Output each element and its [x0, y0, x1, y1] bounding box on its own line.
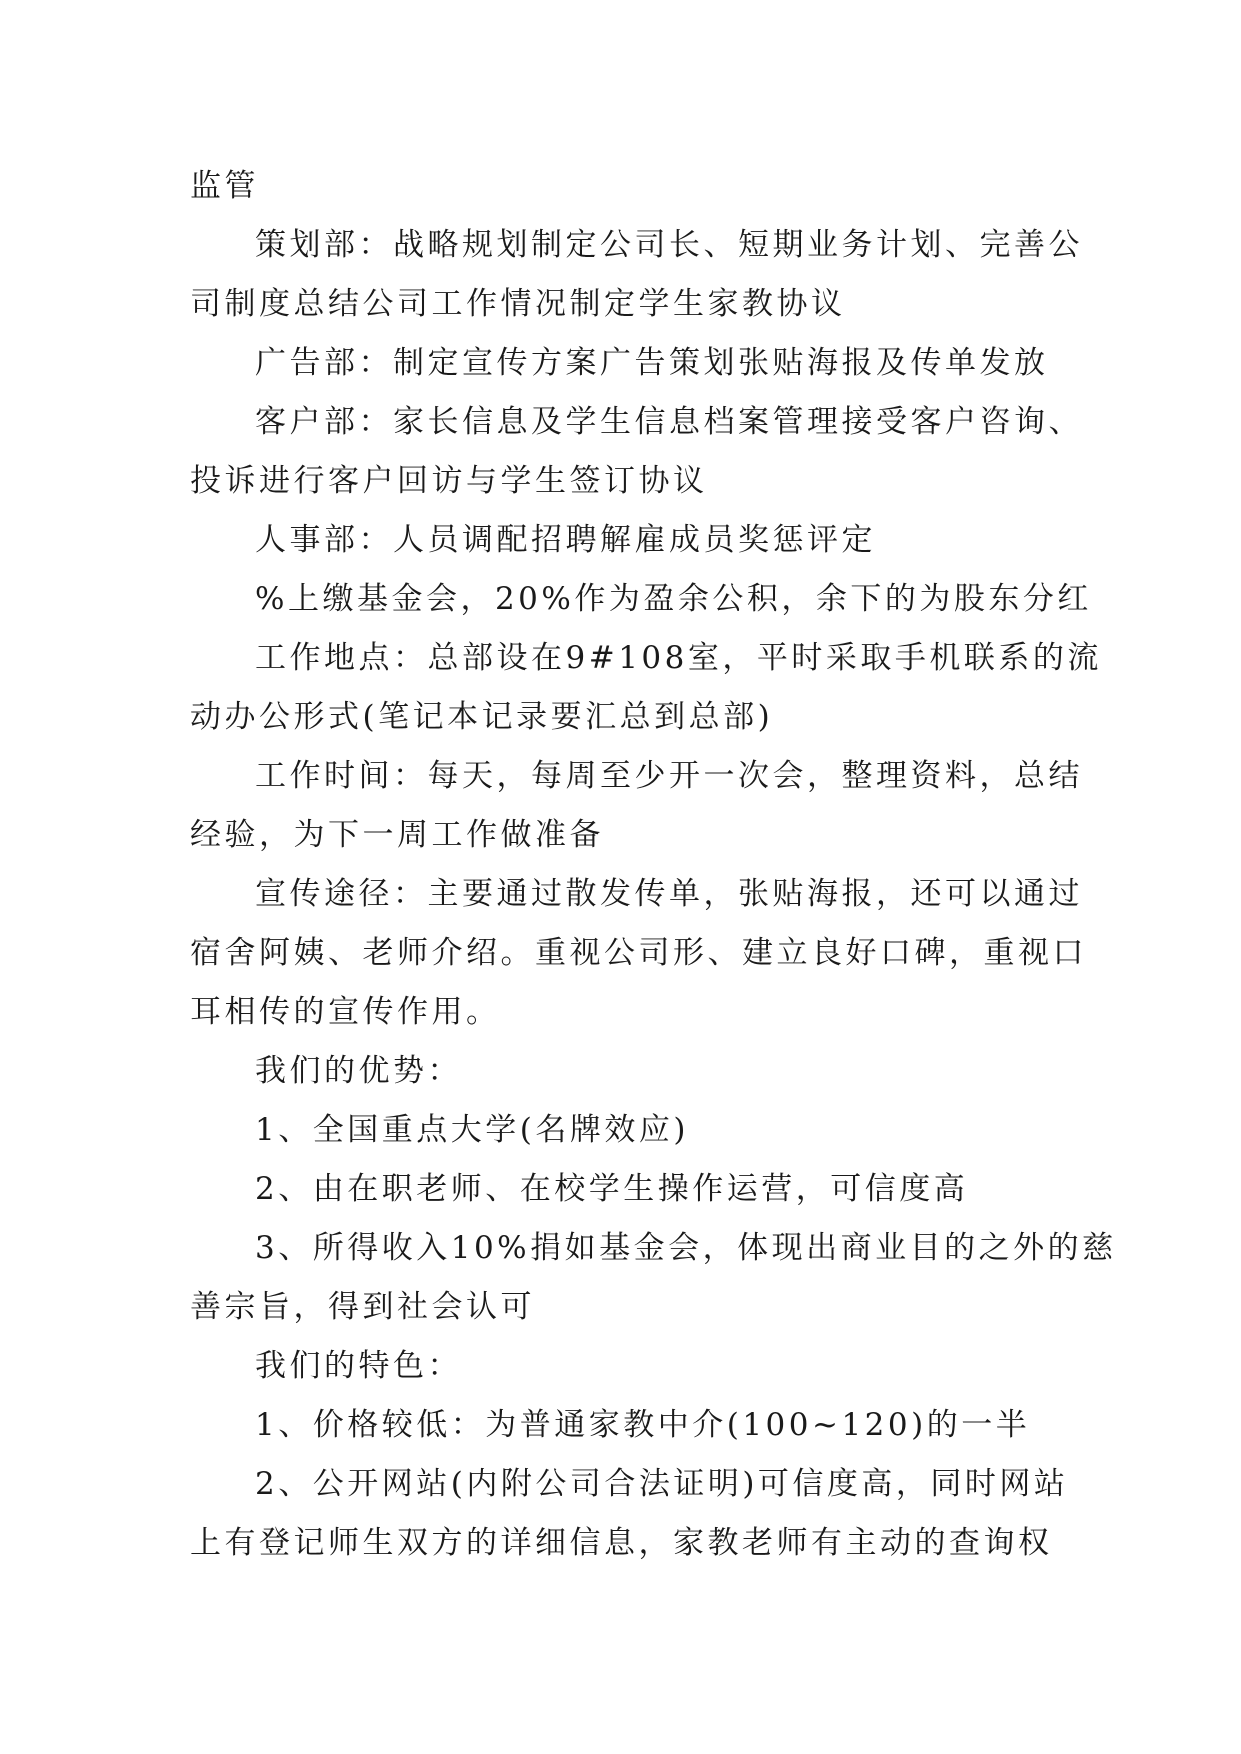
text-line: 策划部：战略规划制定公司长、短期业务计划、完善公 — [255, 227, 1083, 263]
text-line: 宿舍阿姨、老师介绍。重视公司形、建立良好口碑，重视口 — [190, 935, 1087, 971]
text-line: 1、全国重点大学(名牌效应) — [255, 1112, 689, 1148]
text-line: 3、所得收入10%捐如基金会，体现出商业目的之外的慈 — [255, 1230, 1117, 1266]
text-line: 耳相传的宣传作用。 — [190, 994, 501, 1030]
text-line: 客户部：家长信息及学生信息档案管理接受客户咨询、 — [255, 404, 1083, 440]
text-line: 宣传途径：主要通过散发传单，张贴海报，还可以通过 — [255, 876, 1083, 912]
text-line: 司制度总结公司工作情况制定学生家教协议 — [190, 286, 846, 322]
text-line: 上有登记师生双方的详细信息，家教老师有主动的查询权 — [190, 1525, 1053, 1561]
text-line: 2、公开网站(内附公司合法证明)可信度高，同时网站 — [255, 1466, 1069, 1502]
text-line: 工作时间：每天，每周至少开一次会，整理资料，总结 — [255, 758, 1083, 794]
text-line: 经验，为下一周工作做准备 — [190, 817, 604, 853]
text-line: 动办公形式(笔记本记录要汇总到总部) — [190, 699, 774, 735]
text-line: 善宗旨，得到社会认可 — [190, 1289, 535, 1325]
text-line: 人事部：人员调配招聘解雇成员奖惩评定 — [255, 522, 876, 558]
text-line: 1、价格较低：为普通家教中介(100~120)的一半 — [255, 1407, 1031, 1443]
text-line: 监管 — [190, 168, 259, 204]
text-line: 工作地点：总部设在9#108室，平时采取手机联系的流 — [255, 640, 1102, 676]
text-line: 投诉进行客户回访与学生签订协议 — [190, 463, 708, 499]
text-line: %上缴基金会，20%作为盈余公积，余下的为股东分红 — [255, 581, 1092, 617]
text-line: 我们的优势： — [255, 1053, 462, 1089]
text-line: 2、由在职老师、在校学生操作运营，可信度高 — [255, 1171, 969, 1207]
text-line: 我们的特色： — [255, 1348, 462, 1384]
text-line: 广告部：制定宣传方案广告策划张贴海报及传单发放 — [255, 345, 1049, 381]
